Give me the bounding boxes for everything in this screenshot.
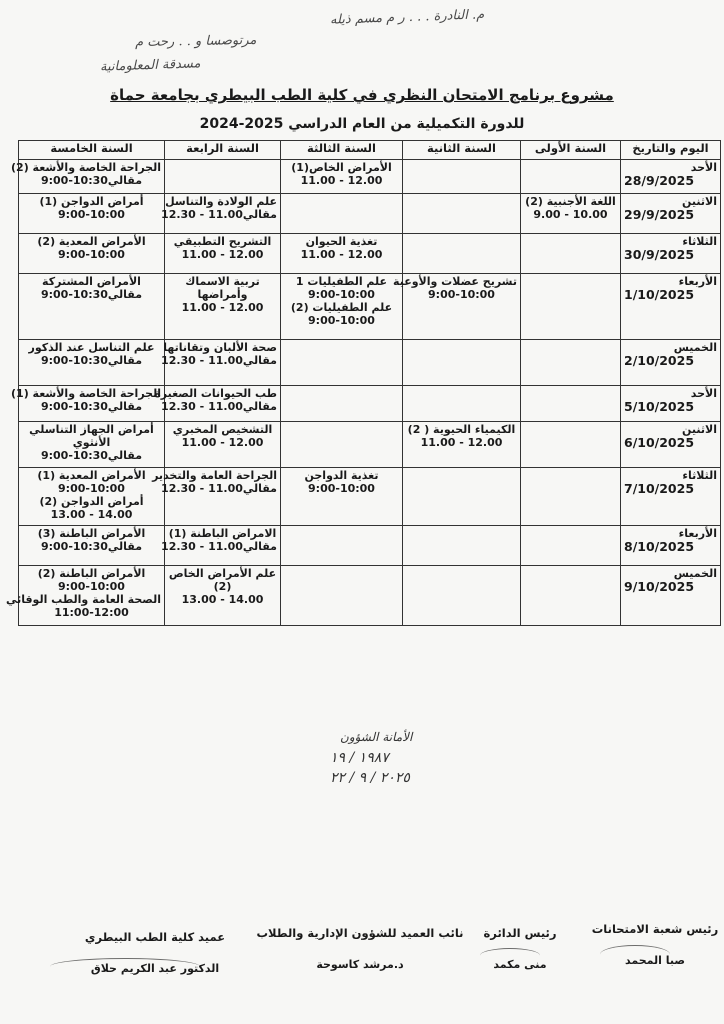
day-name: الثلاثاء — [682, 469, 717, 482]
handwritten-note-1: م. النادرة . . . ر م مسم ذيله — [329, 7, 485, 28]
exam-entry-line: علم التناسل عند الذكور — [28, 341, 155, 354]
table-row — [19, 526, 721, 566]
signature-scribble — [50, 958, 200, 975]
exam-cell — [521, 194, 621, 234]
exam-cell — [521, 526, 621, 566]
exam-schedule-table — [5, 140, 721, 626]
exam-cell — [403, 340, 521, 386]
exam-entry-line: الأمراض الخاص(1) — [291, 161, 392, 174]
table-row — [19, 274, 721, 340]
received-stamp — [300, 710, 500, 790]
table-header-row — [19, 141, 721, 160]
table-row — [19, 160, 721, 194]
exam-entry-line: الأمراض الباطنة (2) — [37, 567, 146, 580]
exam-entry-line: 12.00 - 11.00 — [300, 174, 383, 187]
exam-entry-line: علم الطفيليات 1 — [295, 275, 388, 288]
day-date-cell — [621, 468, 721, 526]
day-name: الخميس — [673, 567, 717, 580]
signature-scribble — [480, 948, 540, 963]
exam-entry-line: الأمراض المعدية (1) — [37, 469, 146, 482]
exam-entry-line: 11:00-12:00 — [54, 606, 129, 619]
exam-entry-line: 9:00-10:00 — [58, 580, 125, 593]
signature-name: د.مرشد كاسوحة — [316, 958, 404, 971]
exam-entry-line: (2) — [213, 580, 232, 593]
stamp-line: ١٩٨٧ / ١٩ — [330, 750, 389, 766]
exam-cell — [281, 386, 403, 422]
exam-cell — [165, 160, 281, 194]
exam-cell — [19, 468, 165, 526]
exam-cell — [521, 234, 621, 274]
exam-entry-line: الأمراض المشتركة — [42, 275, 141, 288]
exam-cell — [521, 422, 621, 468]
exam-entry-line: التشخيص المخبري — [172, 423, 273, 436]
exam-cell — [154, 386, 281, 422]
exam-date: 7/10/2025 — [624, 481, 695, 496]
day-name: الاثنين — [682, 423, 717, 436]
exam-entry-line: وأمراضها — [197, 288, 248, 301]
signature-role: عميد كلية الطب البيطري — [84, 930, 226, 944]
exam-entry-line: 12.00 - 11.00 — [420, 436, 503, 449]
exam-cell — [281, 160, 403, 194]
table-row — [19, 468, 721, 526]
exam-date: 1/10/2025 — [624, 287, 695, 302]
exam-cell — [5, 566, 165, 626]
exam-date: 6/10/2025 — [624, 435, 695, 450]
exam-entry-line: تشريح عضلات والأوعية — [393, 275, 517, 288]
exam-cell — [19, 526, 165, 566]
exam-entry-line: أمراض الجهاز التناسلي — [29, 423, 154, 436]
exam-entry-line: علم الطفيليات (2) — [290, 301, 393, 314]
exam-entry-line: مقالي11.00 - 12.30 — [161, 540, 277, 553]
exam-entry-line: اللغة الأجنبية (2) — [525, 195, 616, 208]
exam-entry-line: مقالي10:30-9:00 — [40, 540, 143, 553]
exam-cell — [281, 194, 403, 234]
exam-entry-line: 12.00 - 11.00 — [181, 436, 264, 449]
exam-cell — [165, 422, 281, 468]
signature-name: صبا المحمد — [624, 954, 685, 967]
exam-entry-line: 14.00 - 13.00 — [50, 508, 133, 521]
exam-entry-line: علم الأمراض الخاص — [168, 567, 277, 580]
exam-entry-line: التشريح التطبيقي — [173, 235, 272, 248]
exam-cell — [19, 194, 165, 234]
exam-entry-line: أمراض الدواجن (2) — [39, 495, 144, 508]
exam-entry-line: مقالي11.00 - 12.30 — [161, 482, 277, 495]
exam-entry-line: تغذية الحيوان — [305, 235, 378, 248]
exam-cell — [403, 422, 521, 468]
handwritten-note-3: مسدقة المعلومانية — [99, 56, 201, 75]
exam-cell — [403, 194, 521, 234]
exam-cell — [403, 526, 521, 566]
column-header: السنة الثانية — [403, 141, 521, 160]
table-row — [19, 234, 721, 274]
stamp-line: الأمانة الشؤون — [340, 730, 413, 744]
exam-entry-line: 9:00-10:00 — [308, 314, 375, 327]
column-header: السنة الخامسة — [19, 141, 165, 160]
exam-cell — [403, 160, 521, 194]
exam-entry-line: 9:00-10:00 — [308, 288, 375, 301]
exam-cell — [281, 234, 403, 274]
exam-cell — [11, 160, 165, 194]
exam-date: 9/10/2025 — [624, 579, 695, 594]
exam-cell — [403, 386, 521, 422]
signature-name: منى مكمد — [493, 958, 547, 971]
day-date-cell — [621, 274, 721, 340]
document-subtitle: للدورة التكميلية من العام الدراسي 2025-2024 — [199, 116, 525, 132]
exam-entry-line: مقالي10:30-9:00 — [40, 174, 143, 187]
day-date-cell — [621, 526, 721, 566]
exam-cell — [281, 526, 403, 566]
exam-entry-line: أمراض الدواجن (1) — [39, 195, 144, 208]
exam-cell — [19, 340, 165, 386]
signature-role: رئيس الدائرة — [483, 926, 557, 940]
exam-entry-line: الصحة العامة والطب الوقائي — [5, 593, 161, 606]
exam-cell — [161, 340, 281, 386]
exam-entry-line: صحة الألبان وتقاناتها — [163, 341, 277, 354]
day-date-cell — [621, 422, 721, 468]
exam-entry-line: طب الحيوانات الصغيرة — [154, 387, 277, 400]
exam-cell — [521, 566, 621, 626]
exam-entry-line: الأمراض الباطنة (3) — [37, 527, 146, 540]
table-row — [19, 386, 721, 422]
exam-cell — [19, 274, 165, 340]
signature-role: نائب العميد للشؤون الإدارية والطلاب — [256, 926, 464, 940]
exam-entry-line: 12.00 - 11.00 — [300, 248, 383, 261]
table-row — [19, 340, 721, 386]
exam-entry-line: مقالي11.00 - 12.30 — [161, 400, 277, 413]
exam-cell — [521, 160, 621, 194]
exam-entry-line: تربية الاسماك — [185, 275, 260, 288]
exam-entry-line: الجراحة الخاصة والأشعة (1) — [11, 387, 161, 400]
document-title: مشروع برنامج الامتحان النظري في كلية الطب البيطري بجامعة حماة — [110, 86, 614, 104]
day-date-cell — [621, 566, 721, 626]
day-date-cell — [621, 340, 721, 386]
day-name: الأحد — [690, 161, 717, 174]
exam-entry-line: تغذية الدواجن — [304, 469, 379, 482]
exam-entry-line: 10.00 - 9.00 — [533, 208, 608, 221]
exam-cell — [19, 234, 165, 274]
exam-cell — [165, 234, 281, 274]
exam-entry-line: 9:00-10:00 — [308, 482, 375, 495]
exam-cell — [11, 386, 165, 422]
day-name: الأربعاء — [678, 275, 717, 288]
signature-scribble — [600, 945, 670, 964]
exam-cell — [152, 468, 281, 526]
exam-cell — [403, 566, 521, 626]
exam-date: 8/10/2025 — [624, 539, 695, 554]
exam-date: 2/10/2025 — [624, 353, 695, 368]
day-date-cell — [621, 194, 721, 234]
signature-name: الدكتور عبد الكريم حلاق — [90, 962, 220, 975]
day-date-cell — [621, 160, 721, 194]
table-row — [19, 566, 721, 626]
exam-cell — [393, 274, 521, 340]
exam-cell — [281, 468, 403, 526]
exam-cell — [281, 274, 403, 340]
day-name: الأربعاء — [678, 527, 717, 540]
signature-vice-dean — [255, 926, 465, 971]
exam-entry-line: 9:00-10:00 — [428, 288, 495, 301]
exam-date: 29/9/2025 — [624, 207, 695, 222]
exam-entry-line: 12.00 - 11.00 — [181, 301, 264, 314]
exam-cell — [521, 468, 621, 526]
column-header: السنة الثالثة — [281, 141, 403, 160]
day-name: الأحد — [690, 387, 717, 400]
exam-entry-line: 14.00 - 13.00 — [181, 593, 264, 606]
column-header: اليوم والتاريخ — [621, 141, 721, 160]
day-name: الخميس — [673, 341, 717, 354]
exam-entry-line: مقالي10:30-9:00 — [40, 288, 143, 301]
exam-cell — [281, 566, 403, 626]
exam-entry-line: 12.00 - 11.00 — [181, 248, 264, 261]
exam-date: 30/9/2025 — [624, 247, 695, 262]
exam-entry-line: 9:00-10:00 — [58, 482, 125, 495]
exam-cell — [403, 234, 521, 274]
day-name: الثلاثاء — [682, 235, 717, 248]
exam-cell — [403, 468, 521, 526]
day-date-cell — [621, 234, 721, 274]
handwritten-note-2: مرتوصسا و . . رحت م — [134, 32, 257, 51]
exam-cell — [161, 194, 281, 234]
table-row — [19, 194, 721, 234]
exam-entry-line: الجراحة الخاصة والأشعة (2) — [11, 161, 161, 174]
exam-cell — [19, 422, 165, 468]
exam-cell — [521, 340, 621, 386]
exam-cell — [161, 526, 281, 566]
table-row — [19, 422, 721, 468]
exam-cell — [165, 566, 281, 626]
exam-cell — [281, 340, 403, 386]
exam-cell — [281, 422, 403, 468]
exam-entry-line: 9:00-10:00 — [58, 248, 125, 261]
exam-cell — [165, 274, 281, 340]
column-header: السنة الأولى — [521, 141, 621, 160]
exam-entry-line: الأنثوي — [72, 436, 111, 449]
exam-date: 5/10/2025 — [624, 399, 695, 414]
signature-role: رئيس شعبة الامتحانات — [591, 922, 719, 936]
exam-entry-line: الجراحة العامة والتخدير — [152, 469, 277, 482]
exam-entry-line: مقالي11.00 - 12.30 — [161, 208, 277, 221]
column-header: السنة الرابعة — [165, 141, 281, 160]
exam-entry-line: مقالي10:30-9:00 — [40, 400, 143, 413]
exam-entry-line: الامراض الباطنة (1) — [168, 527, 277, 540]
exam-entry-line: مقالي10:30-9:00 — [40, 354, 143, 367]
exam-cell — [521, 274, 621, 340]
day-date-cell — [621, 386, 721, 422]
exam-cell — [521, 386, 621, 422]
exam-entry-line: 9:00-10:00 — [58, 208, 125, 221]
exam-entry-line: علم الولادة والتناسل — [165, 195, 277, 208]
exam-date: 28/9/2025 — [624, 173, 695, 188]
exam-entry-line: مقالي10:30-9:00 — [40, 449, 143, 462]
exam-entry-line: الأمراض المعدية (2) — [37, 235, 146, 248]
exam-entry-line: الكيمياء الحيوية ( 2) — [407, 423, 516, 436]
day-name: الاثنين — [682, 195, 717, 208]
stamp-line: ٢٠٢٥ / ٩ / ٢٢ — [330, 770, 410, 786]
exam-entry-line: مقالي11.00 - 12.30 — [161, 354, 277, 367]
